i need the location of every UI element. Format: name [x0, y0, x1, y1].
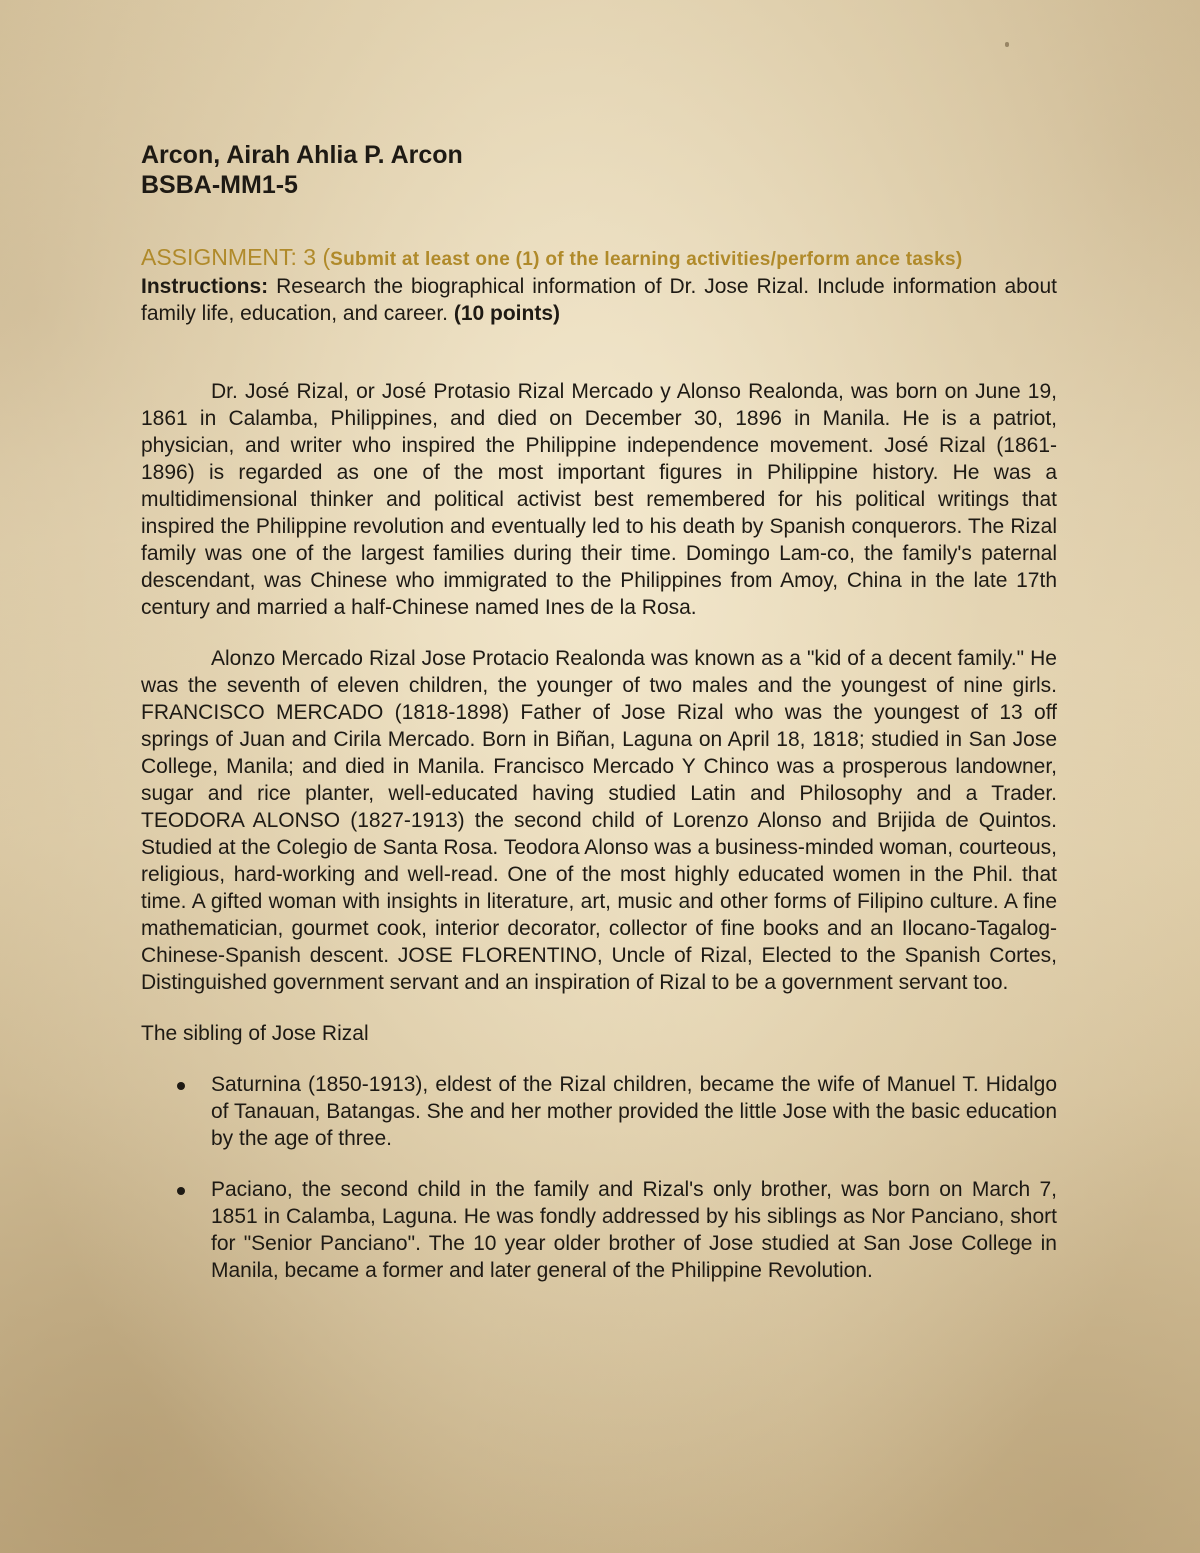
sibling-text: Paciano, the second child in the family and Rizal's only brother, was born on March 7, 1851 in Calamba, Laguna. He was fondly addressed by his siblings as Nor Panciano, short for "Senior Panciano". The 10 year older brother of Jose studied at San Jose College in Manila, became a former and later general of the Philippine Revolution. [211, 1178, 1057, 1282]
student-section: BSBA-MM1-5 [141, 171, 298, 199]
paragraph-biography: Dr. José Rizal, or José Protasio Rizal Mercado y Alonso Realonda, was born on June 19, 1861 in Calamba, Philippines, and died on December 30, 1896 in Manila. He is a patriot, physician, and writer who inspired the Philippine independence movement. José Rizal (1861-1896) is regarded as one of the most important figures in Philippine history. He was a multidimensional thinker and political activist best remembered for his political writings that inspired the Philippine revolution and eventually led to his death by Spanish conquerors. The Rizal family was one of the largest families during their time. Domingo Lam-co, the family's paternal descendant, was Chinese who immigrated to the Philippines from Amoy, China in the late 17th century and married a half-Chinese named Ines de la Rosa. [141, 380, 1057, 619]
assignment-block [141, 244, 1057, 327]
bullet-icon [177, 1187, 185, 1195]
assignment-note: Submit at least one (1) of the learning activities/perform ance tasks) [330, 249, 963, 270]
list-item [141, 1176, 1057, 1284]
document-page [141, 140, 1057, 1308]
instructions-text: Research the biographical information of Dr. Jose Rizal. Include information about family life, education, and career. [141, 275, 1057, 325]
assignment-title: ASSIGNMENT: 3 ( [141, 244, 331, 270]
list-item [141, 1071, 1057, 1152]
paragraph-family: Alonzo Mercado Rizal Jose Protacio Realonda was known as a "kid of a decent family." He was the seventh of eleven children, the younger of two males and the youngest of nine girls. FRANCISCO MERCADO (1818-1898) Father of Jose Rizal who was the youngest of 13 off springs of Juan and Cirila Mercado. Born in Biñan, Laguna on April 18, 1818; studied in San Jose College, Manila; and died in Manila. Francisco Mercado Y Chinco was a prosperous landowner, sugar and rice planter, well-educated having studied Latin and Philosophy and a Trader. TEODORA ALONSO (1827-1913) the second child of Lorenzo Alonso and Brijida de Quintos. Studied at the Colegio de Santa Rosa. Teodora Alonso was a business-minded woman, courteous, religious, hard-working and well-read. One of the most highly educated women in the Phil. that time. A gifted woman with insights in literature, art, music and other forms of Filipino culture. A fine mathematician, gourmet cook, interior decorator, collector of fine books and an Ilocano-Tagalog- Chinese-Spanish descent. JOSE FLORENTINO, Uncle of Rizal, Elected to the Spanish Cortes, Distinguished government servant and an inspiration of Rizal to be a government servant too. [141, 647, 1058, 994]
sibling-text: Saturnina (1850-1913), eldest of the Rizal children, became the wife of Manuel T. Hidalgo of Tanauan, Batangas. She and her mother provided the little Jose with the basic education by the age of three. [211, 1073, 1057, 1150]
points-label: (10 points) [453, 302, 561, 325]
siblings-heading: The sibling of Jose Rizal [141, 1022, 369, 1045]
bullet-icon [177, 1082, 185, 1090]
instructions-label: Instructions: [141, 275, 269, 298]
student-name: Arcon, Airah Ahlia P. Arcon [141, 141, 463, 169]
paper-speck [1005, 42, 1009, 47]
siblings-list [141, 1071, 1057, 1284]
